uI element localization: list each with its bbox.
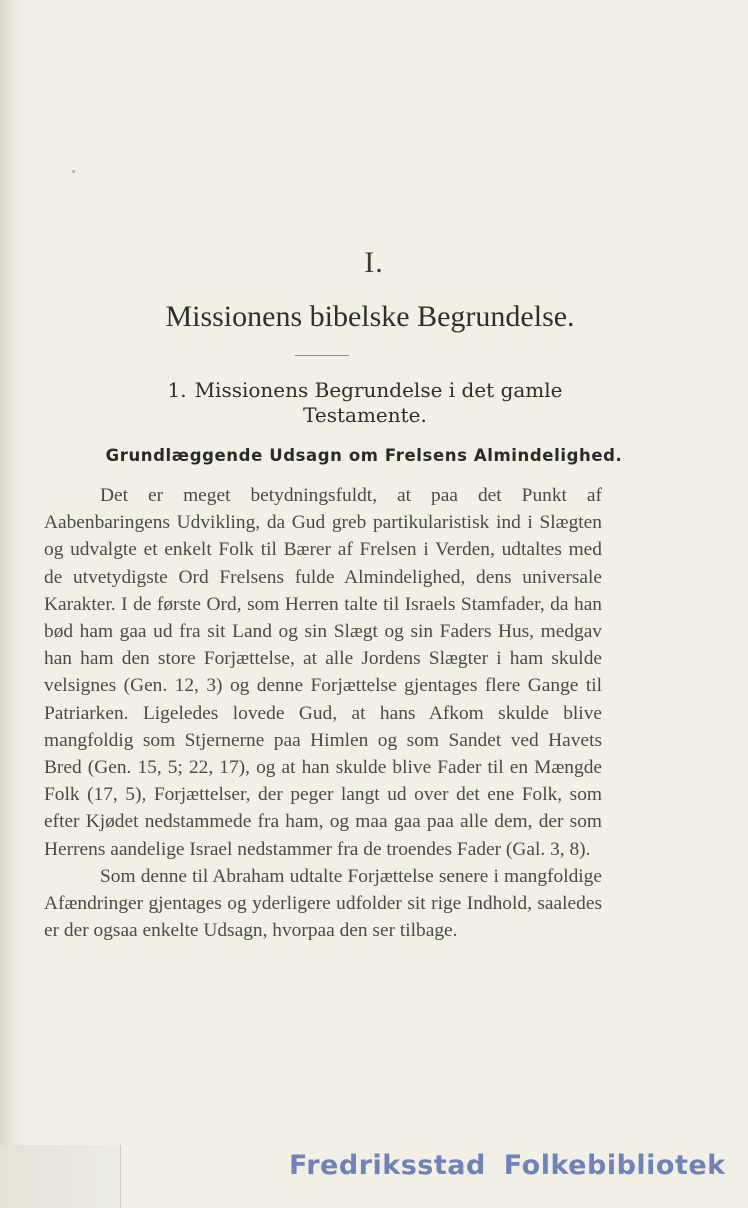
- chapter-number: I.: [364, 246, 384, 279]
- section-title: [75, 378, 655, 428]
- page-edge-shadow: [0, 0, 22, 1208]
- subheading: Grundlæggende Udsagn om Frelsens Almindelighed.: [105, 446, 623, 465]
- paper-speck: [72, 170, 75, 173]
- paragraph: Som denne til Abraham udtalte Forjættelse senere i mangfoldige Afændringer gjentages og yderligere udfolder sit rige Indhold, saaledes er der ogsaa enkelte Udsagn, hvorpaa den ser tilbage.: [44, 865, 602, 942]
- divider-rule: [295, 355, 349, 356]
- body-text: [44, 482, 602, 944]
- stamp-word: Folkebibliotek: [503, 1150, 726, 1181]
- stamp-word: Fredriksstad: [289, 1150, 486, 1181]
- chapter-title: Missionens bibelske Begrundelse.: [165, 300, 575, 333]
- section-number: 1.: [167, 378, 187, 402]
- library-stamp: [289, 1150, 726, 1181]
- section-title-line1: Missionens Begrundelse i det gamle: [194, 378, 563, 402]
- paragraph: Det er meget betydningsfuldt, at paa det Punkt af Aabenbaringens Udvikling, da Gud greb partikularistisk ind i Slægten og udvalgte et enkelt Folk til Bærer af Frelsen i Verden, udtaltes med de utvetydigste Ord Frelsens fulde Almindelighed, dens universale Karakter. I de første Ord, som Herren talte til Israels Stamfader, da han bød ham gaa ud fra sit Land og sin Slægt og sin Faders Hus, medgav han ham den store Forjættelse, at alle Jordens Slægter i ham skulde velsignes (Gen. 12, 3) og denne Forjættelse gjentages flere Gange til Patriarken. Ligeledes lovede Gud, at hans Afkom skulde blive mangfoldig som Stjernerne paa Himlen og som Sandet ved Havets Bred (Gen. 15, 5; 22, 17), og at han skulde blive Fader til en Mængde Folk (17, 5), Forjættelser, der peger langt ud over det ene Folk, som efter Kjødet nedstammede fra ham, og maa gaa paa alle dem, der som Herrens aandelige Israel nedstammer fra de troendes Fader (Gal. 3, 8).: [44, 485, 602, 860]
- binding-strip: [0, 1145, 121, 1208]
- section-title-line2: Testamente.: [303, 403, 427, 427]
